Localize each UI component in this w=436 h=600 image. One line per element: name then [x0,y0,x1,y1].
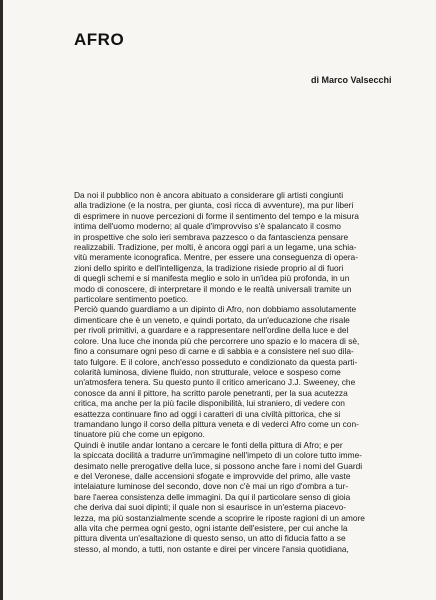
text-line: intima dell'uomo moderno; al quale d'improvviso s'è spalancato il cosmo [74,221,341,232]
page-edge-shadow [0,0,3,600]
text-line: tramandano lungo il corso della pittura veneta e di vederci Afro come un con- [74,418,359,429]
text-line: e del Veronese, dalle accensioni sfogate e improvvide del primo, alle vaste [74,470,351,481]
text-line: fino a consumare ogni peso di carne e di sabbia e a consistere nel suo dila- [74,346,354,357]
text-line: colore. Una luce che inonda più che percorrere uno spazio e lo macera di sè, [74,335,360,346]
text-line: critica, ma anche per la più facile disponibilità, lui straniero, di vedere con [74,398,345,409]
text-line: zioni dello spirito e dell'intelligenza, la tradizione risiede proprio al di fuori [74,262,344,273]
text-line: per rivoli primitivi, a guardare e a rappresentare nell'ordine della luce e del [74,325,349,336]
paragraph [74,440,392,554]
text-line: vitù meramente iconografica. Mentre, per essere una conseguenza di opera- [74,252,358,263]
text-line: Perciò quando guardiamo a un dipinto di Afro, non dobbiamo assolutamente [74,304,357,315]
text-line: bare l'aerea consistenza delle immagini. Da qui il particolare senso di gioia [74,491,351,502]
text-line: alla tradizione (e la nostra, per giunta, così ricca di avventure), ma pur liberi [74,200,354,211]
article-title: AFRO [74,30,125,49]
text-line: di esprimere in nuove percezioni di forme il sentimento del tempo e la misura [74,210,359,221]
text-line: di quegli schemi e si manifesta meglio e solo in un'idea più profonda, in un [74,273,350,284]
text-line: desimato nelle prerogative della luce, si possono anche fare i nomi del Guardi [74,460,363,471]
paragraph [74,190,392,304]
text-line: in prospettive che solo ieri sembrava pazzesco o da fantascienza pensare [74,231,349,242]
text-line: stesso, al mondo, a tutti, non ostante e direi per vincere l'ansia quotidiana, [74,543,349,554]
paragraph [74,304,392,439]
article-body [74,190,392,554]
article-byline: di Marco Valsecchi [311,75,392,85]
text-line: conosce da anni il pittore, ha scritto parole penetranti, per la sua acutezza [74,387,348,398]
text-line: un'atmosfera tenera. Su questo punto il critico americano J.J. Sweeney, che [74,377,356,388]
text-line: che deriva dai suoi dipinti; il quale non si esaurisce in un'esterna piacevo- [74,502,347,513]
text-line: tato fulgore. E il colore, anch'esso posseduto e condizionato da questa parti- [74,356,358,367]
text-line: esattezza continuare fino ad oggi i caratteri di una civiltà pittorica, che si [74,408,341,419]
text-line: Da noi il pubblico non è ancora abituato a considerare gli artisti congiunti [74,190,344,200]
text-line: tinuatore più che come un epigono. [74,429,205,440]
text-line: dimenticare che è un veneto, e quindi portato, da un'educazione che risale [74,314,350,325]
text-line: modo di conoscere, di interpretare il mondo e le realtà universali tramite un [74,283,352,294]
text-line: realizzabili. Tradizione, per molti, è ancora oggi pari a un legame, una schia- [74,242,357,253]
text-line: pittura diventa un'esaltazione di questo senso, un atto di fiducia fatto a se [74,533,346,544]
text-line: alla vita che permea ogni gesto, ogni istante dell'esistere, per cui anche la [74,523,348,533]
text-line: Quindi è inutile andar lontano a cercare le fonti della pittura di Afro; e per [74,439,343,450]
text-line: la spiccata docilità a tradurre un'immagine nell'impeto di un colore tutto imme- [74,450,363,461]
text-line: colarità luminosa, diviene fluido, non strutturale, veloce e sospeso come [74,366,341,377]
text-line: lezza, ma più sostanzialmente scende a scoprire le riposte ragioni di un amore [74,512,365,523]
text-line: intelaiature luminose del secondo, dove non c'è mai un rigo d'ombra a tur- [74,481,349,492]
text-line: particolare sentimento poetico. [74,294,189,305]
